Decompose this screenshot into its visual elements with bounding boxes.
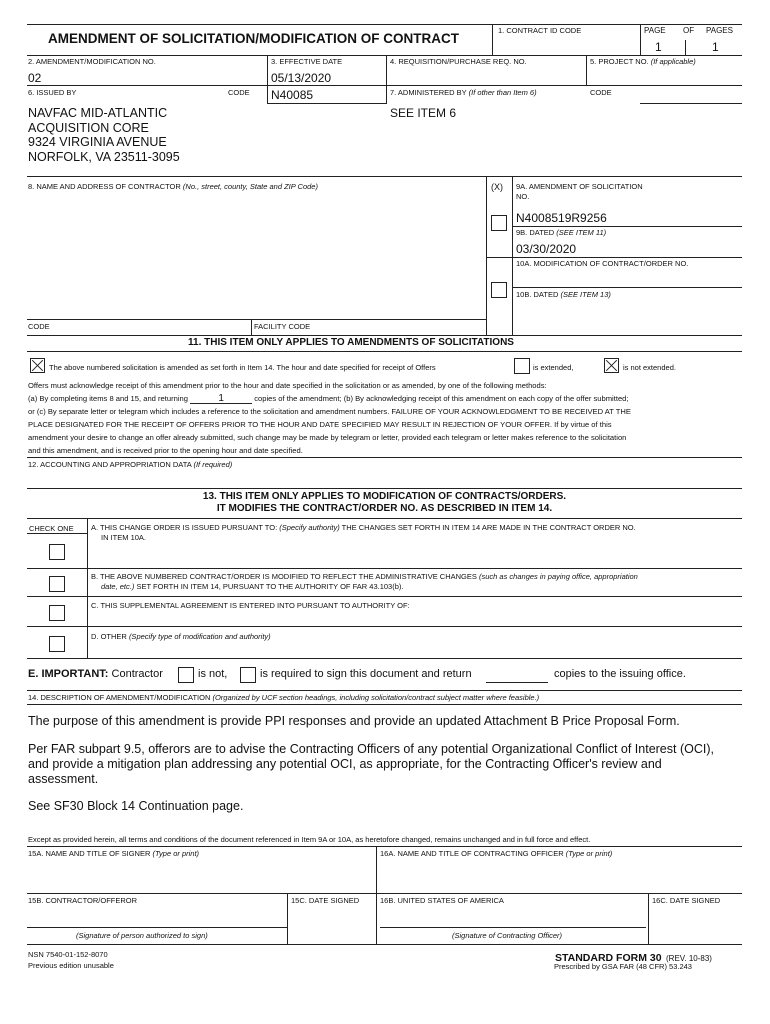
10a-checkbox[interactable] [491,282,507,298]
15c-label: 15C. DATE SIGNED [291,896,360,905]
is-not-checkbox[interactable] [178,667,194,683]
13d-checkbox[interactable] [49,636,65,652]
9a-value: N4008519R9256 [516,211,607,225]
of-label: OF [683,26,695,35]
10b-label: 10B. DATED (SEE ITEM 13) [516,290,611,299]
issued-code-label: CODE [228,88,250,97]
prescribed-by: Prescribed by GSA FAR (48 CFR) 53.243 [554,962,692,971]
extended-checkbox[interactable] [514,358,530,374]
13c-checkbox[interactable] [49,605,65,621]
issuer-line: 9324 VIRGINIA AVENUE [28,135,167,149]
amendment-no-value: 02 [28,71,42,85]
administered-value: SEE ITEM 6 [390,106,457,120]
important-row: E. IMPORTANT: Contractor [28,668,163,680]
13b-checkbox[interactable] [49,576,65,592]
item13-title: 13. THIS ITEM ONLY APPLIES TO MODIFICATION OF CONTRACTS/ORDERS. IT MODIFIES THE CONTRACT/ORDER NO. AS DESCRIBED IN ITEM 14. [202,491,567,514]
copies-count: 1 [190,394,252,404]
x-column-label: (X) [491,182,503,192]
item11-instructions: Offers must acknowledge receipt of this amendment prior to the hour and date specified in the solicitation or as amended, by one of the following methods: (a) By completing items 8 and 15, and returning 1 copies of the amendment; (b) By acknowledging receipt of this amendment on each copy of the offer submitted; or (c) By separate letter or telegram which includes a reference to the solicitation and amendment numbers. FAILURE OF YOUR ACKNOWLEDGMENT TO BE RECEIVED AT THE PLACE DESIGNATED FOR THE RECEIPT OF OFFERS PRIOR TO THE HOUR AND DATE SPECIFIED MAY RESULT IN REJECTION OF YOUR OFFER. If by virtue of this amendment your desire to change an offer already submitted, such change may be made by telegram or letter, provided each telegram or letter makes reference to the solicitation and this amendment, and is received prior to the opening hour and date specified. [28,381,631,455]
item11-line1: The above numbered solicitation is amended as set forth in Item 14. The hour and date specified for receipt of Offers [49,363,436,372]
item14-p2: Per FAR subpart 9.5, offerors are to advise the Contracting Officers of any potential Organizational Conflict of Interest (OCI), and provide a mitigation plan addressing any potential OCI, as appropriate, for the Contracting Officer's review and assessment. [28,742,714,786]
contractor-label: 8. NAME AND ADDRESS OF CONTRACTOR (No., street, county, State and ZIP Code) [28,182,318,191]
item14-p3: See SF30 Block 14 Continuation page. [28,799,244,813]
13b-text: B. THE ABOVE NUMBERED CONTRACT/ORDER IS MODIFIED TO REFLECT THE ADMINISTRATIVE CHANGES (such as changes in paying office, appropriation date, etc.) SET FORTH IN ITEM 14, PURSUANT TO THE AUTHORITY OF FAR 43.103(b). [91,572,638,591]
effective-date-label: 3. EFFECTIVE DATE [271,57,343,66]
13c-text: C. THIS SUPPLEMENTAL AGREEMENT IS ENTERED INTO PURSUANT TO AUTHORITY OF: [91,601,410,610]
pages-label: PAGES [706,26,733,35]
issuer-address [28,106,180,164]
facility-code-label: FACILITY CODE [254,322,311,331]
copies-label: copies to the issuing office. [554,668,686,680]
item14-p1: The purpose of this amendment is provide PPI responses and provide an updated Attachment B Price Proposal Form. [28,714,680,728]
not-extended-checkbox[interactable] [604,358,619,373]
15b-label: 15B. CONTRACTOR/OFFEROR [28,896,138,905]
pages-count: 1 [712,40,719,54]
administered-by-label: 7. ADMINISTERED BY (If other than Item 6) [390,88,537,97]
10a-label: 10A. MODIFICATION OF CONTRACT/ORDER NO. [516,259,689,268]
13a-text: A. THIS CHANGE ORDER IS ISSUED PURSUANT TO: (Specify authority) THE CHANGES SET FORTH IN ITEM 14 ARE MADE IN THE CONTRACT ORDER NO. IN ITEM 10A. [91,523,636,542]
9b-value: 03/30/2020 [516,242,577,256]
signature-person-caption: (Signature of person authorized to sign) [76,931,208,940]
13d-text: D. OTHER (Specify type of modification and authority) [91,632,271,641]
previous-edition: Previous edition unusable [28,961,114,970]
nsn-number: NSN 7540-01-152-8070 [28,950,108,959]
check-one-label: CHECK ONE [29,524,74,533]
item14-label: 14. DESCRIPTION OF AMENDMENT/MODIFICATION (Organized by UCF section headings, including solicitation/contract subject matter where feasible.) [28,693,540,702]
is-required-checkbox[interactable] [240,667,256,683]
project-no-label: 5. PROJECT NO. (If applicable) [590,57,696,66]
16c-label: 16C. DATE SIGNED [652,896,721,905]
page-label: PAGE [644,26,666,35]
administered-code-label: CODE [590,88,612,97]
item12-label: 12. ACCOUNTING AND APPROPRIATION DATA (If required) [28,460,233,469]
is-not-label: is not, [198,668,228,680]
16a-label: 16A. NAME AND TITLE OF CONTRACTING OFFICER (Type or print) [380,849,613,858]
issuer-line: NAVFAC MID-ATLANTIC [28,106,168,120]
13a-checkbox[interactable] [49,544,65,560]
issuer-line: ACQUISITION CORE [28,120,149,135]
issued-code-value: N40085 [271,88,314,102]
amendment-no-label: 2. AMENDMENT/MODIFICATION NO. [28,57,156,66]
form-title: AMENDMENT OF SOLICITATION/MODIFICATION OF CONTRACT [48,31,459,46]
9a-label: 9A. AMENDMENT OF SOLICITATION NO. [516,182,643,201]
is-required-label: is required to sign this document and return [260,668,472,680]
contractor-code-label: CODE [28,322,50,331]
standard-form-label: STANDARD FORM 30 (REV. 10-83) [555,952,712,964]
is-extended-label: is extended, [533,363,574,372]
signature-officer-caption: (Signature of Contracting Officer) [452,931,563,940]
is-not-extended-label: is not extended. [623,363,676,372]
requisition-label: 4. REQUISITION/PURCHASE REQ. NO. [390,57,527,66]
item11-title: 11. THIS ITEM ONLY APPLIES TO AMENDMENTS OF SOLICITATIONS [188,337,514,348]
effective-date-value: 05/13/2020 [271,71,332,85]
item11-amended-checkbox[interactable] [30,358,45,373]
16b-label: 16B. UNITED STATES OF AMERICA [380,896,504,905]
issuer-line: NORFOLK, VA 23511-3095 [28,149,180,164]
page-number: 1 [655,40,662,54]
except-text: Except as provided herein, all terms and conditions of the document referenced in Item 9A or 10A, as heretofore changed, remains unchanged and in full force and effect. [28,835,591,844]
9b-label: 9B. DATED (SEE ITEM 11) [516,228,607,237]
15a-label: 15A. NAME AND TITLE OF SIGNER (Type or print) [28,849,200,858]
contract-id-label: 1. CONTRACT ID CODE [498,26,582,35]
9a-checkbox[interactable] [491,215,507,231]
issued-by-label: 6. ISSUED BY [28,88,77,97]
